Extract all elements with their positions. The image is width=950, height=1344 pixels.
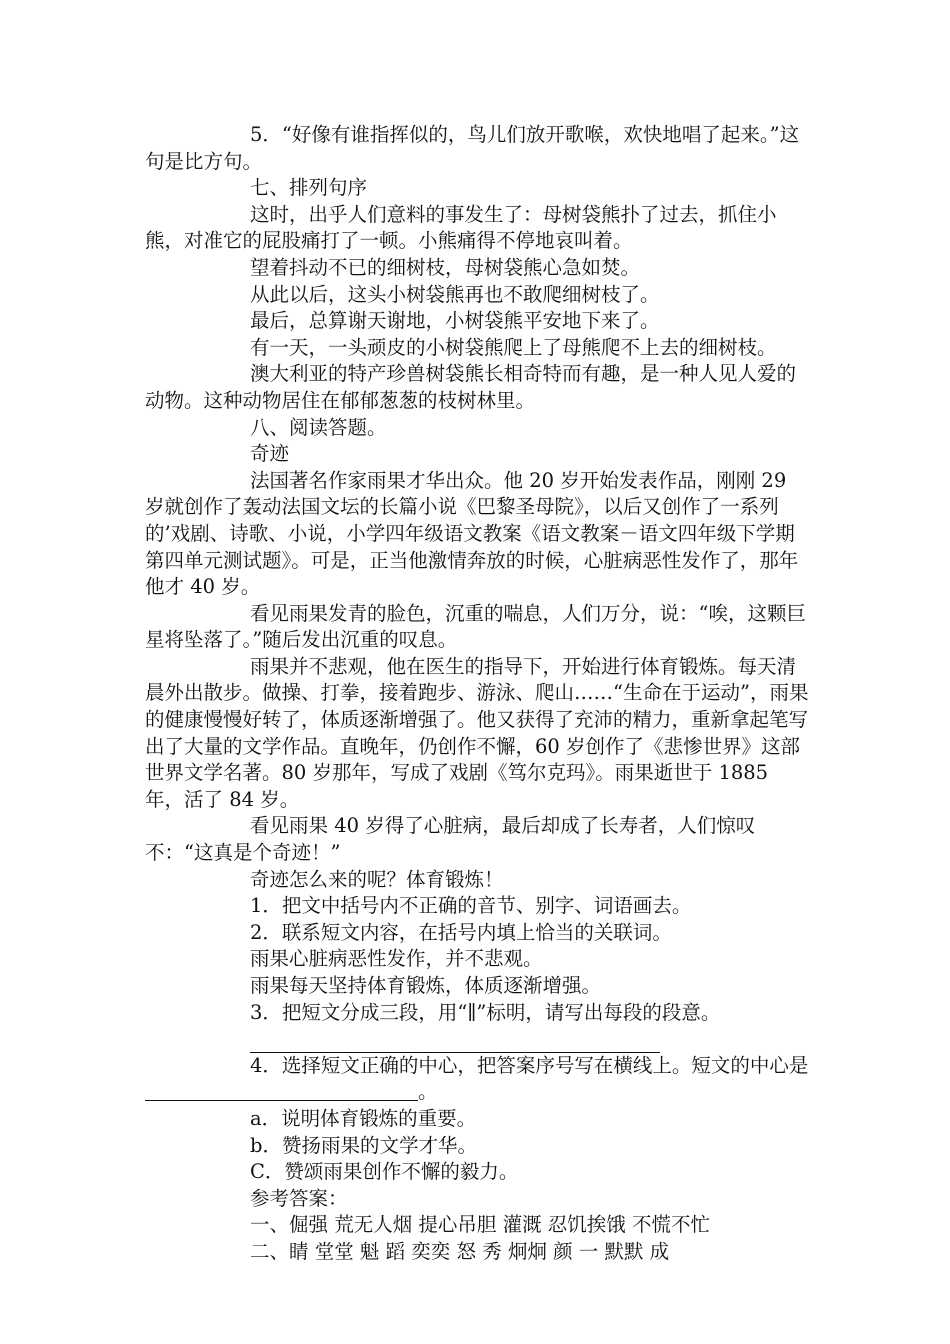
sentence-3: 从此以后，这头小树袋熊再也不敢爬细树枝了。	[250, 282, 660, 306]
section-8-title: 八、阅读答题。	[250, 415, 387, 439]
reading-question-3: 3．把短文分成三段，用“∥”标明，请写出每段的段意。	[250, 1000, 721, 1024]
question-2-line-2: 雨果每天坚持体育锻炼，体质逐渐增强。	[250, 974, 602, 997]
answer-line-2: 二、睛 堂堂 魁 蹈 奕奕 怒 秀 炯炯 颜 一 默默 成	[250, 1239, 670, 1263]
passage-title: 奇迹	[250, 442, 290, 466]
option-b: b．赞扬雨果的文学才华。	[250, 1133, 477, 1157]
reading-question-1: 1．把文中括号内不正确的音节、别字、词语画去。	[250, 894, 692, 918]
sentence-6: 澳大利亚的特产珍兽树袋熊长相奇特而有趣，是一种人见人爱的动物。这种动物居住在郁郁葱葱的枝树林里。	[145, 362, 797, 412]
sentence-4: 最后，总算谢天谢地，小树袋熊平安地下来了。	[250, 309, 660, 333]
sentence-2: 望着抖动不已的细树枝，母树袋熊心急如焚。	[250, 255, 641, 279]
answers-title: 参考答案：	[250, 1186, 348, 1210]
answer-line-1: 一、倔强 荒无人烟 提心吊胆 灌溉 忍饥挨饿 不慌不忙	[250, 1213, 710, 1237]
answer-blank-line[interactable]	[250, 1026, 660, 1053]
document-body	[145, 122, 810, 1266]
passage-paragraph-4: 看见雨果 40 岁得了心脏病，最后却成了长寿者，人们惊叹不：“这真是个奇迹！”	[145, 814, 756, 865]
question-4-text: 4．选择短文正确的中心，把答案序号写在横线上。短文的中心是	[250, 1053, 809, 1077]
center-answer-blank[interactable]	[145, 1080, 418, 1101]
sentence-5: 有一天，一头顽皮的小树袋熊爬上了母熊爬不上去的细树枝。	[250, 335, 777, 359]
passage-paragraph-1: 法国著名作家雨果才华出众。他 20 岁开始发表作品，刚刚 29 岁就创作了轰动法国文坛的长篇小说《巴黎圣母院》，以后又创作了一系列的’戏剧、诗歌、小说，小学四年级语文教案《语文教案－语文四年级下学期 第四单元测试题》。可是，正当他激情奔放的时候，心脏病恶性发作了，那年他才 40 岁。	[145, 468, 799, 599]
question-5: 5．“好像有谁指挥似的，鸟儿们放开歌喉，欢快地唱了起来。”这句是比方句。	[145, 123, 800, 173]
passage-paragraph-3: 雨果并不悲观，他在医生的指导下，开始进行体育锻炼。每天清晨外出散步。做操、打拳，接着跑步、游泳、爬山……“生命在于运动”，雨果的健康慢慢好转了，体质逐渐增强了。他又获得了充沛的精力，重新拿起笔写出了大量的文学作品。直晚年，仍创作不懈，60 岁创作了《悲惨世界》这部世界文学名著。80 岁那年，写成了戏剧《笃尔克玛》。雨果逝世于 1885 年，活了 84 岁。	[145, 654, 809, 811]
option-c: C．赞颂雨果创作不懈的毅力。	[250, 1160, 519, 1184]
passage-paragraph-5: 奇迹怎么来的呢？体育锻炼！	[250, 867, 504, 891]
option-a: a．说明体育锻炼的重要。	[250, 1106, 477, 1130]
reading-question-2: 2．联系短文内容，在括号内填上恰当的关联词。	[250, 920, 672, 944]
question-4-end: 。	[418, 1080, 438, 1104]
question-2-line-1: 雨果心脏病恶性发作，并不悲观。	[250, 947, 543, 971]
sentence-1: 这时，出乎人们意料的事发生了：母树袋熊扑了过去，抓住小熊，对准它的屁股痛打了一顿。小熊痛得不停地哀叫着。	[145, 202, 777, 253]
reading-question-4	[145, 1053, 810, 1106]
section-7-title: 七、排列句序	[250, 176, 368, 200]
passage-paragraph-2: 看见雨果发青的脸色，沉重的喘息，人们万分，说：“唉，这颗巨星将坠落了。”随后发出沉重的叹息。	[145, 601, 806, 652]
